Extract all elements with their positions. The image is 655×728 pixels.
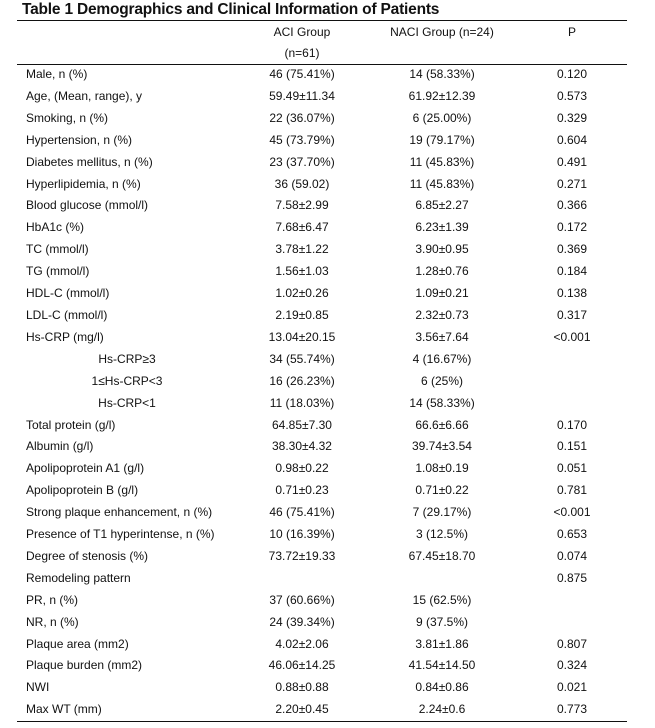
p-value: 0.491	[556, 154, 588, 169]
p-value: 0.170	[556, 417, 588, 432]
naci-value: 2.24±0.6	[418, 702, 466, 717]
aci-value: 46 (75.41%)	[269, 505, 335, 520]
row-label: Hyperlipidemia, n (%)	[26, 176, 141, 191]
aci-value: 34 (55.74%)	[269, 351, 335, 366]
p-value: 0.324	[556, 658, 588, 673]
table-row	[17, 327, 627, 349]
table-row	[17, 108, 627, 130]
p-value	[517, 393, 627, 415]
aci-value: 0.88±0.88	[275, 680, 329, 695]
aci-value: 22 (36.07%)	[269, 110, 335, 125]
row-label: HDL-C (mmol/l)	[26, 286, 110, 301]
aci-value	[237, 568, 367, 590]
naci-value: 6 (25%)	[420, 373, 464, 388]
row-label: NWI	[26, 680, 50, 695]
table-row	[17, 634, 627, 656]
aci-value: 24 (39.34%)	[269, 614, 335, 629]
aci-value: 0.98±0.22	[275, 461, 329, 476]
row-label: Apolipoprotein B (g/l)	[26, 483, 139, 498]
table-row	[17, 86, 627, 108]
row-label: Total protein (g/l)	[26, 417, 116, 432]
p-value: 0.875	[556, 570, 588, 585]
row-label: Plaque burden (mm2)	[26, 658, 143, 673]
aci-value: 46 (75.41%)	[269, 67, 335, 81]
table-body	[17, 64, 627, 721]
table-row	[17, 655, 627, 677]
table-row	[17, 349, 627, 371]
row-label: 1≤Hs-CRP<3	[91, 373, 163, 388]
aci-value: 11 (18.03%)	[269, 395, 335, 410]
p-value: 0.781	[556, 483, 588, 498]
naci-value: 14 (58.33%)	[409, 395, 475, 410]
table-row	[17, 239, 627, 261]
row-label: Hs-CRP (mg/l)	[26, 329, 104, 344]
p-value: 0.120	[556, 67, 588, 81]
header-aci-group: ACI Group	[273, 25, 331, 39]
table-row	[17, 393, 627, 415]
table-row	[17, 590, 627, 612]
aci-value: 64.85±7.30	[272, 417, 332, 432]
naci-value: 67.45±18.70	[408, 548, 476, 563]
naci-value: 0.84±0.86	[415, 680, 469, 695]
p-value: 0.573	[556, 88, 588, 103]
row-label: Hypertension, n (%)	[26, 132, 133, 147]
table-row	[17, 699, 627, 721]
row-label: Blood glucose (mmol/l)	[26, 198, 149, 213]
row-label: Age, (Mean, range), y	[26, 88, 143, 103]
p-value: 0.172	[556, 220, 588, 235]
demographics-table	[17, 22, 627, 721]
naci-value: 3.90±0.95	[415, 242, 469, 257]
p-value: 0.369	[556, 242, 588, 257]
aci-value: 3.78±1.22	[275, 242, 329, 257]
naci-value: 66.6±6.66	[415, 417, 469, 432]
aci-value: 36 (59.02)	[274, 176, 330, 191]
naci-value: 2.32±0.73	[415, 307, 469, 322]
p-value	[517, 371, 627, 393]
row-label: Smoking, n (%)	[26, 110, 109, 125]
naci-value: 3.81±1.86	[415, 636, 469, 651]
table-row	[17, 195, 627, 217]
table-row	[17, 612, 627, 634]
header-aci-n: (n=61)	[284, 46, 320, 60]
p-value: 0.074	[556, 548, 588, 563]
p-value: 0.604	[556, 132, 588, 147]
aci-value: 37 (60.66%)	[269, 592, 335, 607]
naci-value: 11 (45.83%)	[409, 154, 475, 169]
row-label: Diabetes mellitus, n (%)	[26, 154, 153, 169]
row-label: Plaque area (mm2)	[26, 636, 129, 651]
top-rule	[17, 20, 627, 21]
naci-value: 39.74±3.54	[412, 439, 472, 454]
naci-value	[367, 568, 517, 590]
p-value	[517, 612, 627, 634]
aci-value: 7.68±6.47	[275, 220, 329, 235]
aci-value: 1.02±0.26	[275, 286, 329, 301]
naci-value: 3 (12.5%)	[415, 527, 469, 542]
naci-value: 6 (25.00%)	[412, 110, 472, 125]
row-label: Presence of T1 hyperintense, n (%)	[26, 527, 215, 542]
p-value: 0.366	[556, 198, 588, 213]
header-naci-group: NACI Group (n=24)	[390, 25, 494, 39]
table-row	[17, 458, 627, 480]
p-value: 0.271	[556, 176, 588, 191]
p-value: 0.807	[556, 636, 588, 651]
row-label: Albumin (g/l)	[26, 439, 94, 454]
table-row	[17, 436, 627, 458]
aci-value: 2.19±0.85	[275, 307, 329, 322]
p-value	[517, 590, 627, 612]
aci-value: 16 (26.23%)	[269, 373, 335, 388]
row-label: Hs-CRP<1	[98, 395, 156, 410]
p-value: 0.184	[556, 264, 588, 279]
table-row	[17, 524, 627, 546]
aci-value: 59.49±11.34	[269, 88, 335, 103]
table-row	[17, 152, 627, 174]
naci-value: 19 (79.17%)	[409, 132, 475, 147]
table-row	[17, 546, 627, 568]
table-row	[17, 371, 627, 393]
naci-value: 41.54±14.50	[408, 658, 476, 673]
naci-value: 14 (58.33%)	[409, 67, 475, 81]
p-value	[517, 349, 627, 371]
table-row	[17, 217, 627, 239]
naci-value: 1.28±0.76	[415, 264, 469, 279]
table-row	[17, 174, 627, 196]
row-label: Hs-CRP≥3	[98, 351, 156, 366]
aci-value: 73.72±19.33	[268, 548, 336, 563]
aci-value: 38.30±4.32	[272, 439, 332, 454]
row-label: Max WT (mm)	[26, 702, 102, 717]
aci-value: 23 (37.70%)	[269, 154, 335, 169]
p-value: 0.138	[556, 286, 588, 301]
aci-value: 4.02±2.06	[275, 636, 329, 651]
naci-value: 11 (45.83%)	[409, 176, 475, 191]
naci-value: 1.09±0.21	[415, 286, 469, 301]
row-label: PR, n (%)	[26, 592, 79, 607]
aci-value: 0.71±0.23	[275, 483, 329, 498]
table-caption: Table 1 Demographics and Clinical Information of Patients	[22, 1, 440, 18]
aci-value: 10 (16.39%)	[269, 527, 335, 542]
p-value: <0.001	[553, 505, 591, 520]
naci-value: 6.23±1.39	[415, 220, 469, 235]
aci-value: 46.06±14.25	[268, 658, 336, 673]
table-row	[17, 261, 627, 283]
p-value: 0.317	[556, 307, 588, 322]
naci-value: 6.85±2.27	[415, 198, 469, 213]
table-row	[17, 480, 627, 502]
p-value: 0.151	[556, 439, 588, 454]
aci-value: 7.58±2.99	[275, 198, 329, 213]
table-row	[17, 130, 627, 152]
table-row	[17, 568, 627, 590]
naci-value: 0.71±0.22	[415, 483, 469, 498]
p-value: <0.001	[553, 329, 591, 344]
table-row	[17, 677, 627, 699]
row-label: LDL-C (mmol/l)	[26, 307, 108, 322]
naci-value: 7 (29.17%)	[412, 505, 472, 520]
row-label: Male, n (%)	[26, 67, 88, 81]
naci-value: 3.56±7.64	[415, 329, 469, 344]
table-header	[17, 22, 627, 64]
table-row	[17, 64, 627, 86]
aci-value: 1.56±1.03	[275, 264, 329, 279]
row-label: TG (mmol/l)	[26, 264, 90, 279]
table-row	[17, 415, 627, 437]
naci-value: 4 (16.67%)	[412, 351, 472, 366]
p-value: 0.653	[556, 527, 588, 542]
naci-value: 61.92±12.39	[408, 88, 476, 103]
header-variable	[17, 22, 237, 43]
p-value: 0.329	[556, 110, 588, 125]
p-value: 0.773	[556, 702, 588, 717]
row-label: Apolipoprotein A1 (g/l)	[26, 461, 145, 476]
table-row	[17, 283, 627, 305]
row-label: HbA1c (%)	[26, 220, 85, 235]
p-value: 0.051	[556, 461, 588, 476]
row-label: NR, n (%)	[26, 614, 79, 629]
table-row	[17, 305, 627, 327]
table-row	[17, 502, 627, 524]
row-label: TC (mmol/l)	[26, 242, 89, 257]
aci-value: 2.20±0.45	[275, 702, 329, 717]
naci-value: 15 (62.5%)	[412, 592, 472, 607]
naci-value: 1.08±0.19	[415, 461, 469, 476]
aci-value: 45 (73.79%)	[269, 132, 335, 147]
row-label: Strong plaque enhancement, n (%)	[26, 505, 213, 520]
row-label: Remodeling pattern	[26, 570, 131, 585]
row-label: Degree of stenosis (%)	[26, 548, 149, 563]
aci-value: 13.04±20.15	[268, 329, 336, 344]
p-value: 0.021	[556, 680, 588, 695]
header-p-value: P	[567, 25, 576, 39]
naci-value: 9 (37.5%)	[415, 614, 469, 629]
